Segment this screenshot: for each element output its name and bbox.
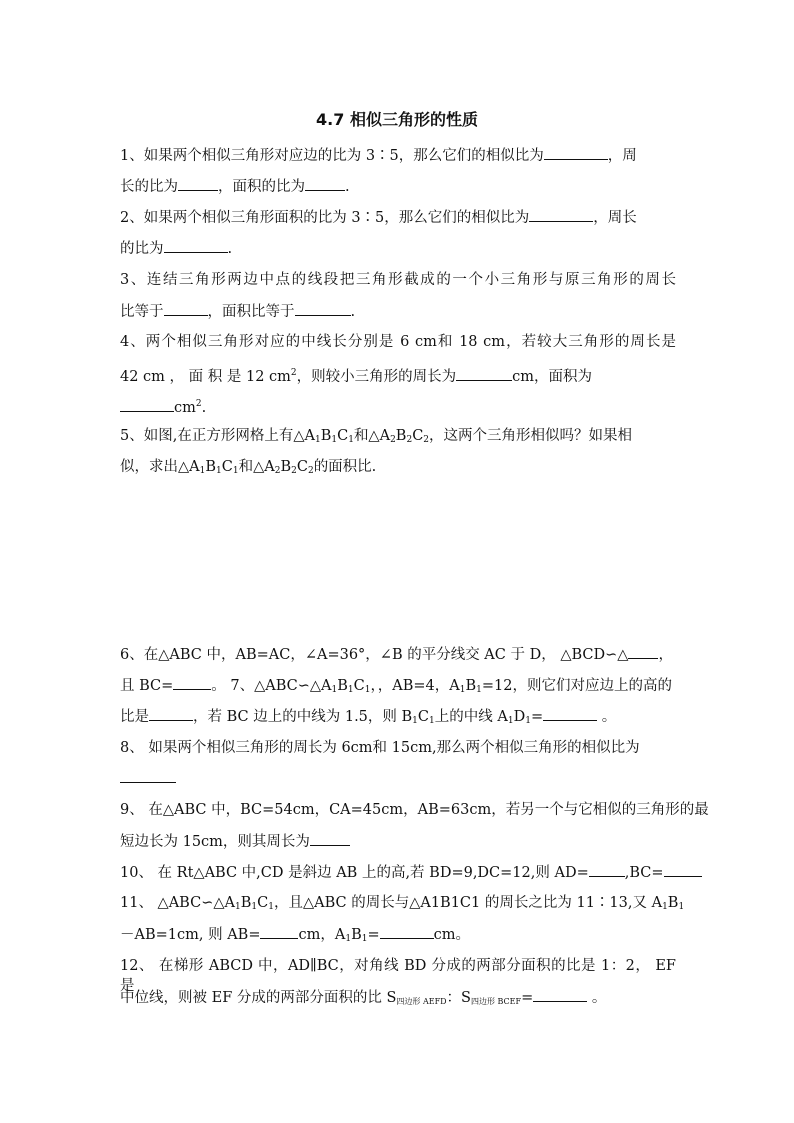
answer-blank[interactable]: [310, 831, 350, 846]
question-9-line-1: 9、 在△ABC 中，BC=54cm，CA=45cm，AB=63cm，若另一个与它相似的三角形的最: [120, 802, 709, 818]
answer-blank[interactable]: [664, 862, 702, 877]
question-2-line-2: 的比为 .: [120, 238, 232, 259]
question-4-line-1: 4、两个相似三角形对应的中线长分别是 6 cm和 18 cm，若较大三角形的周长是: [120, 334, 676, 350]
page-title: 4.7 相似三角形的性质: [316, 110, 478, 129]
answer-blank[interactable]: [295, 301, 351, 316]
question-3-line-1: 3、连结三角形两边中点的线段把三角形截成的一个小三角形与原三角形的周长: [120, 272, 676, 288]
question-1-line-1: 1、如果两个相似三角形对应边的比为 3∶5，那么它们的相似比为 ，周: [120, 145, 637, 166]
question-3-line-2: 比等于 ，面积比等于 .: [120, 301, 355, 322]
question-8-line-2: [120, 768, 176, 789]
question-12-line-2: 中位线，则被 EF 分成的两部分面积的比 $S_{四边形 AEFD}$：$S_{四边形 BCEF}=$ 。: [120, 987, 606, 1012]
question-1-line-2: 长的比为 ，面积的比为 .: [120, 176, 350, 197]
question-10-line-1: 10、 在 Rt△ABC 中,CD 是斜边 AB 上的高,若 BD=9,DC=12,则 AD= ,BC=: [120, 862, 702, 883]
answer-blank[interactable]: [149, 706, 193, 721]
answer-blank[interactable]: [456, 366, 512, 381]
question-2-line-1: 2、如果两个相似三角形面积的比为 3∶5，那么它们的相似比为 ，周长: [120, 207, 637, 228]
question-6-line-1: 6、在△ABC 中，AB=AC，∠A=36°，∠B 的平分线交 AC 于 D， △BCD∽△ ，: [120, 644, 673, 665]
answer-blank[interactable]: [533, 987, 587, 1002]
answer-blank[interactable]: [380, 924, 434, 939]
answer-blank[interactable]: [260, 924, 298, 939]
answer-blank[interactable]: [529, 207, 593, 222]
question-5-line-1: 5、如图,在正方形网格上有$\triangle A_1B_1C_1$和$\triangle A_2B_2C_2$，这两个三角形相似吗？如果相: [120, 428, 633, 445]
question-7-line-2: 比是 ，若 BC 边上的中线为 1.5，则 $B_1C_1$上的中线 $A_1D_1=$ 。: [120, 706, 616, 731]
question-12-line-1: 12、 在梯形 ABCD 中，AD∥BC，对角线 BD 分成的两部分面积的比是 1：2， EF 是: [120, 958, 676, 994]
question-4-line-2: 42 cm ， 面 积 是 12 $cm^2$，则较小三角形的周长为 cm，面积为: [120, 368, 593, 385]
answer-blank[interactable]: [164, 301, 208, 316]
answer-blank[interactable]: [120, 397, 174, 412]
answer-blank[interactable]: [120, 768, 176, 783]
answer-blank[interactable]: [164, 238, 228, 253]
question-8-line-1: 8、 如果两个相似三角形的周长为 6cm和 15cm,那么两个相似三角形的相似比为: [120, 740, 640, 756]
question-4-line-3: $cm^2$.: [120, 394, 206, 418]
question-11-line-1: 11、 $\triangle ABC∽\triangle A_1B_1C_1$，且△ABC 的周长与△A1B1C1 的周长之比为 11∶13,又 $A_1B_1$: [120, 895, 685, 912]
answer-blank[interactable]: [544, 145, 608, 160]
answer-blank[interactable]: [305, 176, 345, 191]
question-9-line-2: 短边长为 15cm，则其周长为: [120, 831, 350, 852]
question-11-line-2: －AB=1cm, 则 AB= cm，$A_1B_1=$ cm。: [120, 924, 470, 949]
question-6-line-2: 且 BC= 。 7、$\triangle ABC∽\triangle A_1B_1C_1$，，AB=4，$A_1B_1=12$，则它们对应边上的高的: [120, 675, 672, 700]
question-5-line-2: 似，求出$\triangle A_1B_1C_1$和$\triangle A_2B_2C_2$的面积比.: [120, 459, 377, 476]
answer-blank[interactable]: [628, 644, 658, 659]
answer-blank[interactable]: [173, 675, 211, 690]
answer-blank[interactable]: [589, 862, 625, 877]
answer-blank[interactable]: [178, 176, 218, 191]
answer-blank[interactable]: [543, 706, 597, 721]
